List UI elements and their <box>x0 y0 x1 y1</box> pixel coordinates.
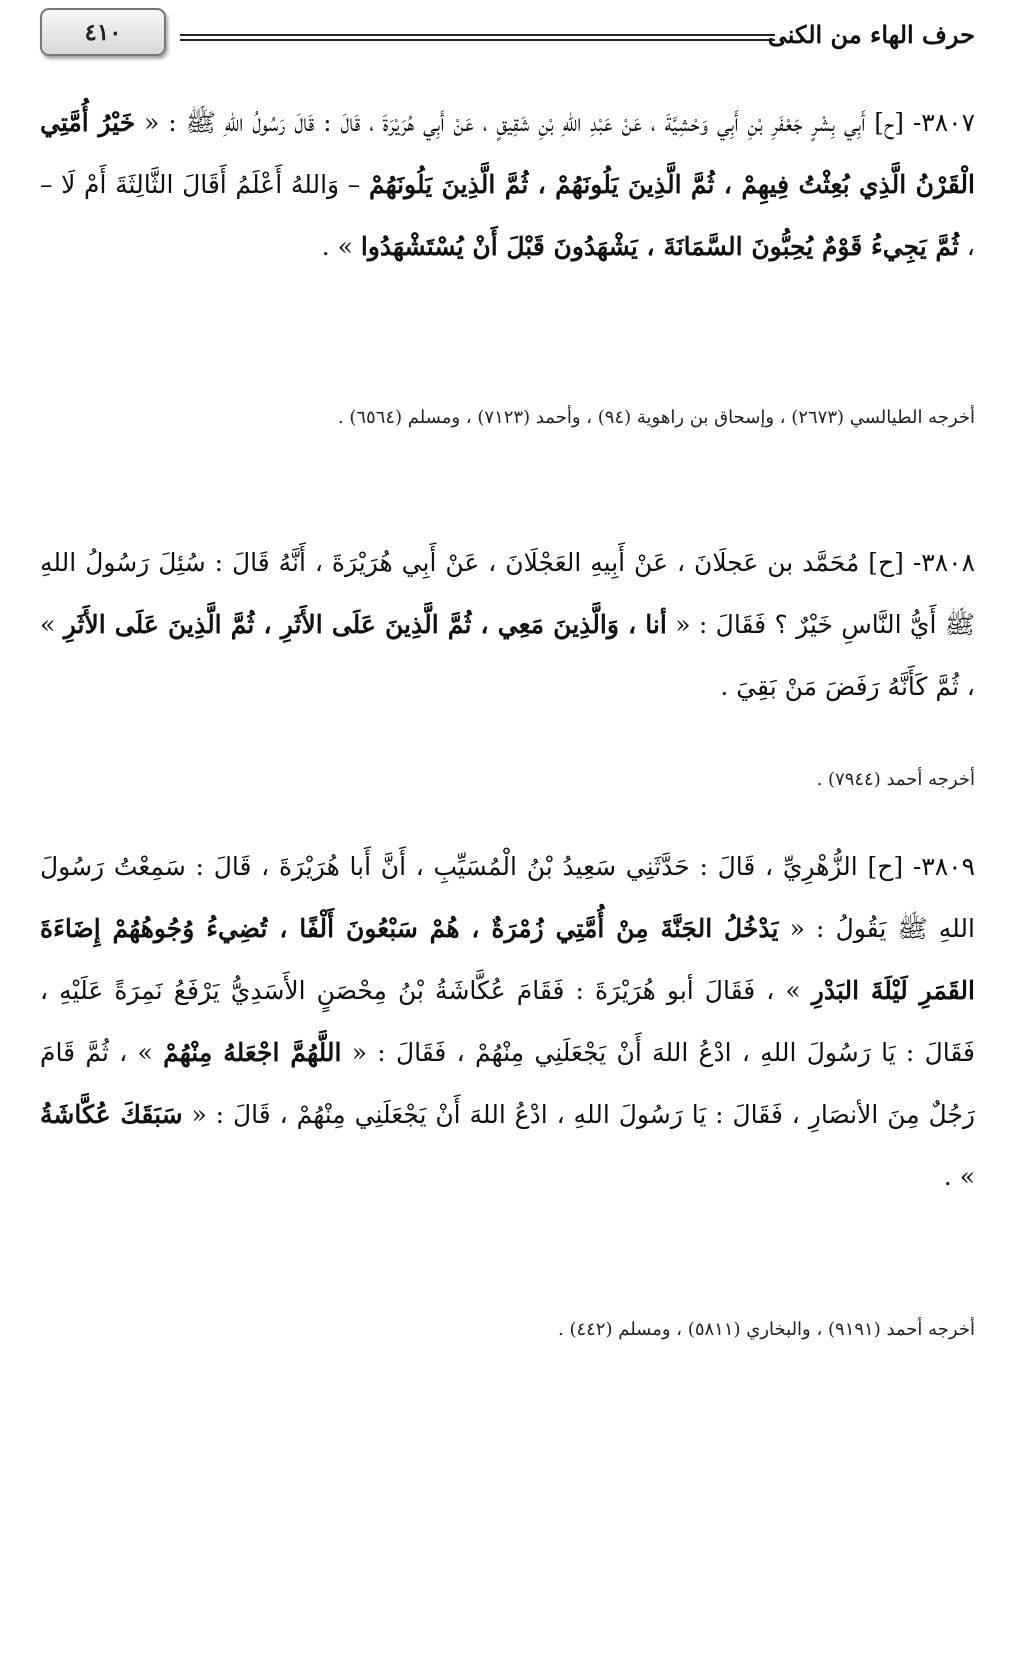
hadith-narration: » ، فَقَالَ أبو هُرَيْرَةَ : فَقَامَ عُكَّاشَةُ بْنُ مِحْصَنٍ الأَسَدِيُّ يَرْفَعُ نَمِرَةً عَلَيْهِ ، فَقَالَ : يَا رَسُولَ اللهِ ، ادْعُ اللهَ أَنْ يَجْعَلَنِي مِنْهُمْ ، فَقَالَ : « <box>40 976 976 1067</box>
hadith-closing: » . <box>321 232 361 261</box>
hadith-matn-final: سَبَقَكَ عُكَّاشَةُ <box>40 1100 183 1129</box>
hadith-matn-continued: ثُمَّ يَجِيءُ قَوْمٌ يُحِبُّونَ السَّمَانَةَ ، يَشْهَدُونَ قَبْلَ أَنْ يُسْتَشْهَدُوا <box>360 232 959 261</box>
page-number: ٤١٠ <box>40 8 166 56</box>
hadith-3807 <box>40 92 975 278</box>
hadith-number: ٣٨٠٨- <box>912 548 975 577</box>
hadith-matn: أنا ، وَالَّذِينَ مَعِي ، ثُمَّ الَّذِينَ عَلَى الأَثَرِ ، ثُمَّ الَّذِينَ عَلَى الأَثَرِ <box>63 610 667 639</box>
hadith-isnad: [ح] أَبِي بِشْرٍ جَعْفَرِ بْنِ أَبِي وَحْشِيَّةَ ، عَنْ عَبْدِ اللهِ بْنِ شَقِيقٍ ، عَنْ أَبِي هُرَيْرَةَ ، قَالَ : قَالَ رَسُولُ اللهِ ﷺ : « <box>135 108 913 137</box>
hadith-3808 <box>40 532 975 718</box>
hadith-number: ٣٨٠٩- <box>912 852 975 881</box>
hadith-closing: » . <box>943 1162 975 1191</box>
hadith-matn: خَيْرُ أُمَّتِي الْقَرْنُ الَّذِي بُعِثْتُ فِيهِمْ ، ثُمَّ الَّذِينَ يَلُونَهُمْ ، ثُمَّ الَّذِينَ يَلُونَهُمْ <box>40 108 975 199</box>
hadith-matn: يَدْخُلُ الجَنَّةَ مِنْ أُمَّتِي زُمْرَةٌ ، هُمْ سَبْعُونَ أَلْفًا ، تُضِيءُ وُجُوهُهُمْ إِضَاءَةَ القَمَرِ لَيْلَةَ البَدْرِ <box>40 914 975 1005</box>
hadith-matn-dua: اللَّهُمَّ اجْعَلهُ مِنْهُمْ <box>163 1038 342 1067</box>
takhrij-3809: أخرجه أحمد (٩١٩١) ، والبخاري (٥٨١١) ، ومسلم (٤٤٢) . <box>558 1319 975 1340</box>
hadith-number: ٣٨٠٧- <box>912 108 976 137</box>
running-title: حرف الهاء من الكنى <box>767 20 975 49</box>
hadith-closing: » ، ثُمَّ كَأَنَّهُ رَفَضَ مَنْ بَقِيَ . <box>40 610 975 701</box>
header-rule <box>180 34 775 41</box>
hadith-aside: – وَاللهُ أَعْلَمُ أَقَالَ الثَّالِثَةَ أَمْ لَا – ، <box>40 170 975 261</box>
hadith-isnad: [ح] مُحَمَّد بن عَجلَانَ ، عَنْ أَبِيهِ العَجْلَانَ ، عَنْ أَبِي هُرَيْرَةَ ، أَنَّهُ قَالَ : سُئِلَ رَسُولُ اللهِ ﷺ أَيُّ النَّاسِ خَيْرٌ ؟ فَقَالَ : « <box>40 548 975 639</box>
hadith-isnad: [ح] الزُّهْرِيِّ ، قَالَ : حَدَّثَنِي سَعِيدُ بْنُ الْمُسَيِّبِ ، أَنَّ أَبا هُرَيْرَةَ ، قَالَ : سَمِعْتُ رَسُولَ اللهِ ﷺ يَقُولُ : « <box>40 852 975 943</box>
takhrij-3807: أخرجه الطيالسي (٢٦٧٣) ، وإسحاق بن راهوية (٩٤) ، وأحمد (٧١٢٣) ، ومسلم (٦٥٦٤) . <box>337 407 975 428</box>
hadith-narration-continued: » ، ثُمَّ قَامَ رَجُلٌ مِنَ الأنصَارِ ، فَقَالَ : يَا رَسُولَ اللهِ ، ادْعُ اللهَ أَنْ يَجْعَلَنِي مِنْهُمْ ، قَالَ : « <box>40 1038 975 1129</box>
hadith-3809 <box>40 836 975 1208</box>
page-header <box>40 8 975 58</box>
takhrij-3808: أخرجه أحمد (٧٩٤٤) . <box>816 769 975 790</box>
